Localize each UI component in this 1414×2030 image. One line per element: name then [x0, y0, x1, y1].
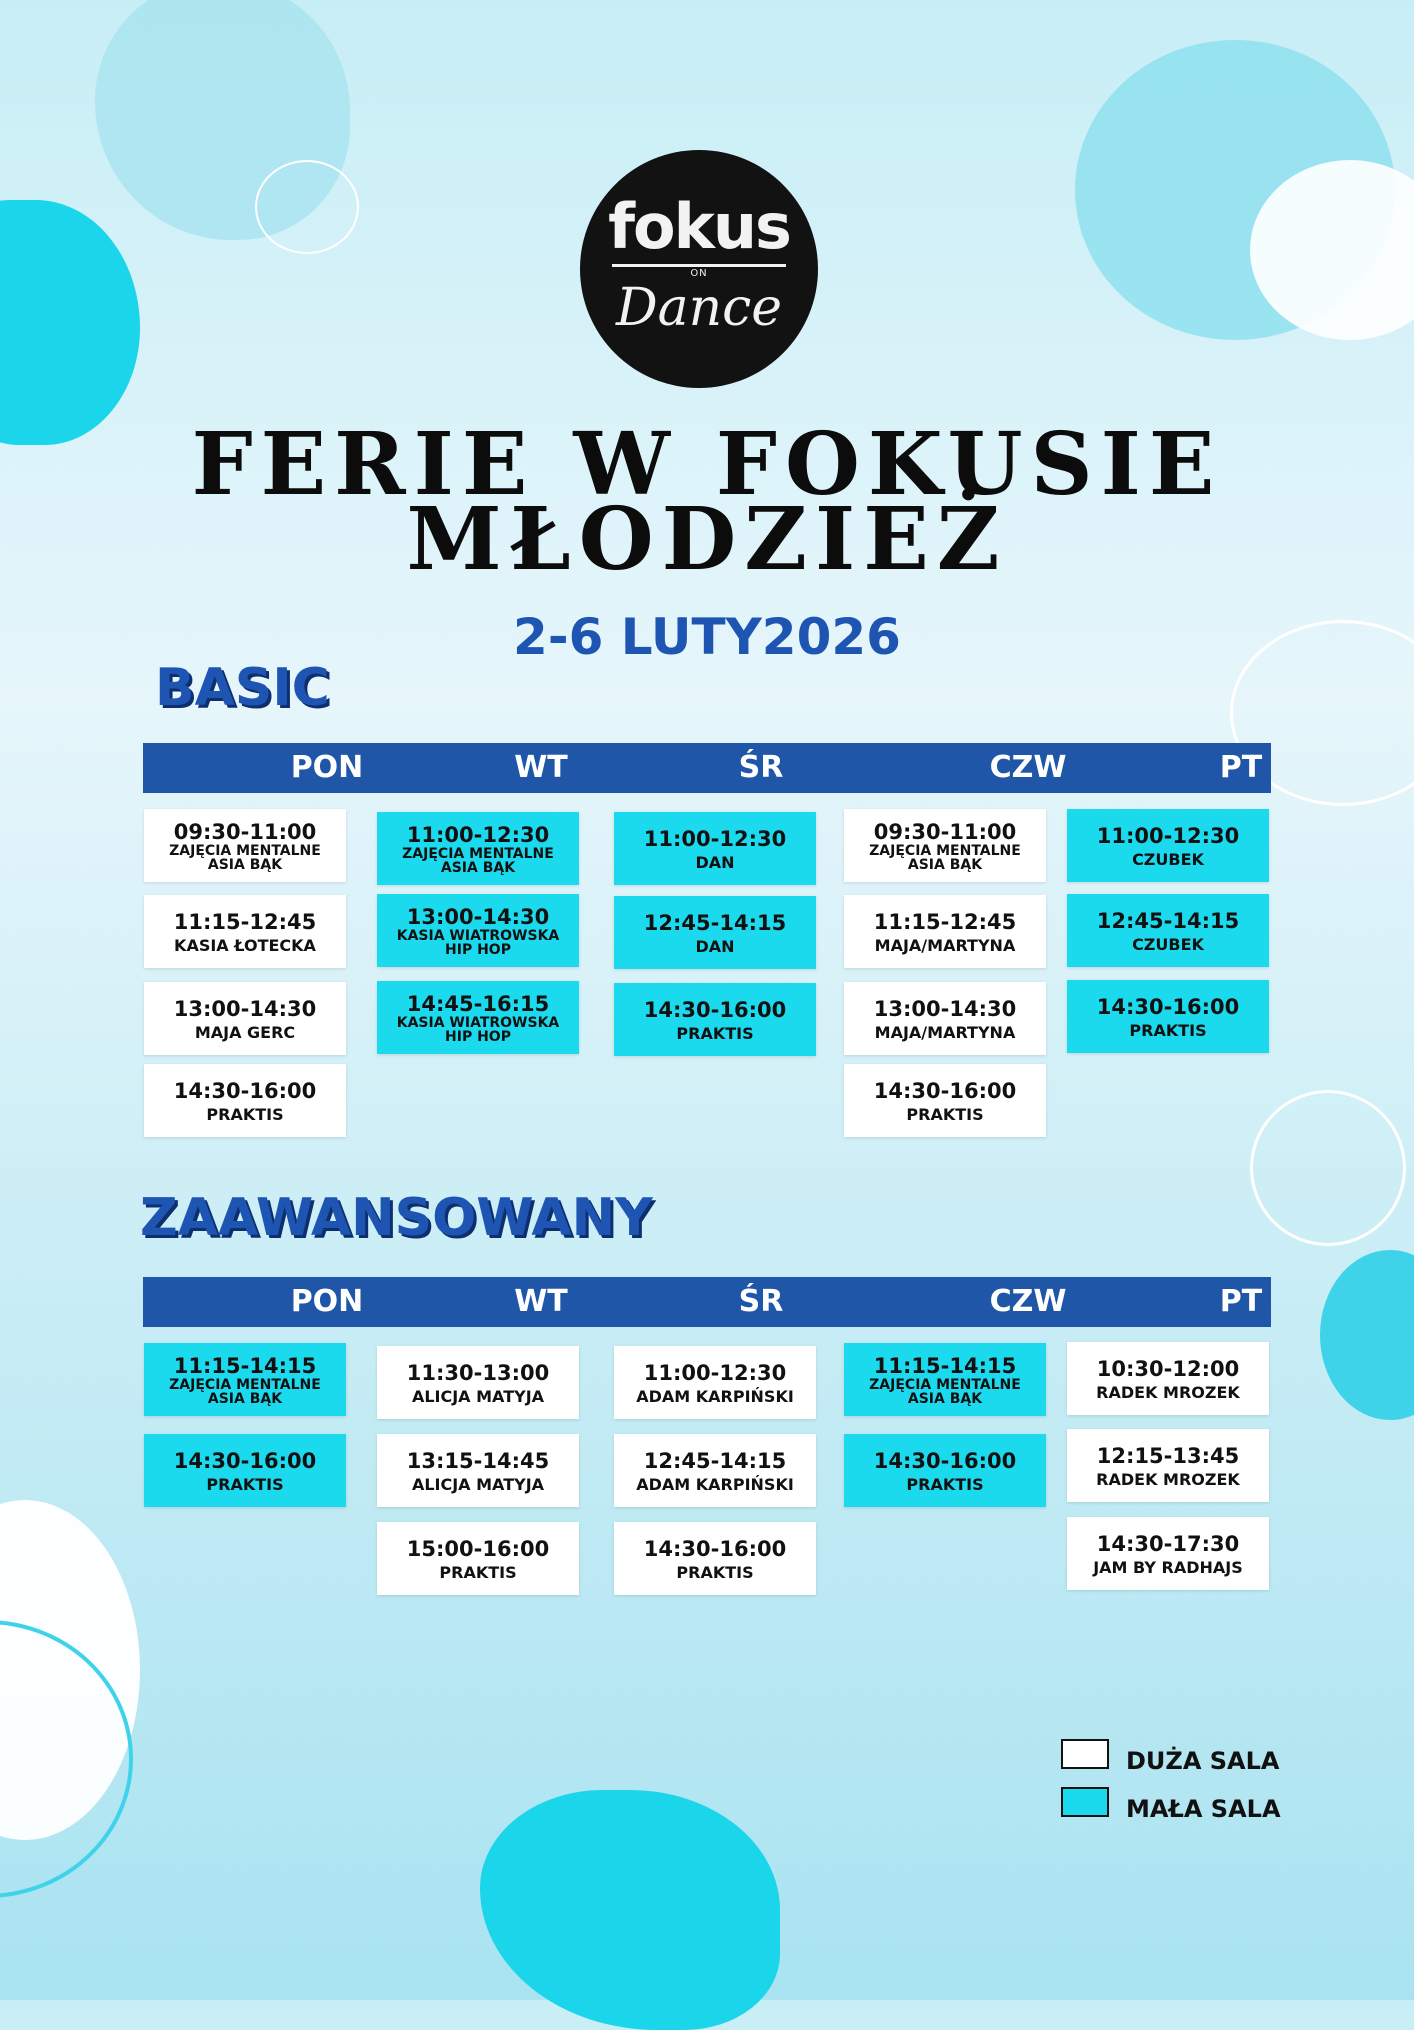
slot-description: ZAJĘCIA MENTALNE: [869, 842, 1021, 859]
slot-time: 15:00-16:00: [406, 1536, 550, 1561]
decor-blob: [1320, 1250, 1414, 1420]
class-slot: [144, 1064, 346, 1137]
slot-time: 14:30-17:30: [1096, 1531, 1240, 1556]
class-slot: [614, 896, 816, 969]
legend-swatch-big: [1061, 1739, 1109, 1769]
day-label: PON: [290, 750, 364, 785]
class-slot: [614, 983, 816, 1056]
slot-time: 14:30-16:00: [643, 997, 787, 1022]
slot-time: 10:30-12:00: [1096, 1356, 1240, 1381]
slot-description: MAJA/MARTYNA: [874, 1022, 1016, 1042]
slot-description: HIP HOP: [445, 941, 511, 958]
class-slot: [1067, 1342, 1269, 1415]
slot-description: PRAKTIS: [906, 1104, 984, 1124]
schedule-header-advanced: [143, 1277, 1271, 1327]
slot-description: KASIA WIATROWSKA: [396, 927, 560, 944]
day-label: WT: [514, 1284, 568, 1319]
slot-description: RADEK MROZEK: [1096, 1469, 1240, 1489]
slot-description: ZAJĘCIA MENTALNE: [169, 842, 321, 859]
slot-description: ZAJĘCIA MENTALNE: [869, 1376, 1021, 1393]
slot-time: 12:15-13:45: [1096, 1443, 1240, 1468]
slot-time: 14:30-16:00: [1096, 994, 1240, 1019]
legend-swatch-small: [1061, 1787, 1109, 1817]
page-title-line2: MŁODZIEŻ: [406, 489, 1008, 590]
fokus-dance-logo: [580, 150, 818, 388]
class-slot: [144, 895, 346, 968]
section-title-advanced: ZAAWANSOWANY: [140, 1188, 653, 1248]
slot-time: 12:45-14:15: [643, 910, 787, 935]
decor-blob: [0, 200, 140, 445]
slot-description: ALICJA MATYJA: [411, 1474, 545, 1494]
class-slot: [1067, 980, 1269, 1053]
logo-dance: Dance: [615, 278, 783, 338]
slot-time: 11:00-12:30: [643, 1360, 787, 1385]
legend-label-small: MAŁA SALA: [1126, 1795, 1281, 1823]
class-slot: [377, 1522, 579, 1595]
slot-time: 11:15-12:45: [873, 909, 1017, 934]
slot-time: 11:15-14:15: [173, 1353, 317, 1378]
class-slot: [144, 982, 346, 1055]
day-label: PON: [290, 1284, 364, 1319]
slot-description: MAJA GERC: [194, 1022, 296, 1042]
day-label: ŚR: [738, 750, 784, 785]
slot-time: 09:30-11:00: [873, 819, 1017, 844]
day-label: CZW: [989, 1284, 1067, 1319]
class-slot: [1067, 894, 1269, 967]
schedule-header-basic: [143, 743, 1271, 793]
class-slot: [844, 1064, 1046, 1137]
decor-blob: [480, 1790, 780, 2030]
class-slot: [844, 809, 1046, 882]
slot-description: ASIA BĄK: [907, 1390, 983, 1407]
decor-ring: [255, 160, 359, 254]
day-label: CZW: [989, 750, 1067, 785]
slot-description: PRAKTIS: [676, 1562, 754, 1582]
slot-description: ADAM KARPIŃSKI: [636, 1474, 794, 1494]
slot-description: PRAKTIS: [676, 1023, 754, 1043]
event-dates: 2-6 LUTY2026: [513, 608, 901, 666]
day-label: WT: [514, 750, 568, 785]
slot-time: 13:15-14:45: [406, 1448, 550, 1473]
class-slot: [144, 809, 346, 882]
class-slot: [377, 1346, 579, 1419]
slot-time: 13:00-14:30: [873, 996, 1017, 1021]
class-slot: [614, 812, 816, 885]
slot-description: PRAKTIS: [439, 1562, 517, 1582]
slot-time: 14:30-16:00: [873, 1448, 1017, 1473]
slot-time: 14:30-16:00: [873, 1078, 1017, 1103]
day-label: ŚR: [738, 1284, 784, 1319]
slot-description: RADEK MROZEK: [1096, 1382, 1240, 1402]
class-slot: [1067, 1429, 1269, 1502]
slot-time: 13:00-14:30: [406, 904, 550, 929]
slot-time: 13:00-14:30: [173, 996, 317, 1021]
class-slot: [1067, 1517, 1269, 1590]
class-slot: [844, 895, 1046, 968]
slot-time: 11:00-12:30: [1096, 823, 1240, 848]
class-slot: [844, 982, 1046, 1055]
slot-description: PRAKTIS: [206, 1474, 284, 1494]
class-slot: [144, 1343, 346, 1416]
decor-ring: [1250, 1090, 1406, 1246]
class-slot: [144, 1434, 346, 1507]
slot-description: PRAKTIS: [206, 1104, 284, 1124]
slot-description: ASIA BĄK: [207, 856, 283, 873]
slot-description: HIP HOP: [445, 1028, 511, 1045]
legend-label-big: DUŻA SALA: [1126, 1747, 1280, 1775]
slot-description: ASIA BĄK: [207, 1390, 283, 1407]
slot-description: ASIA BĄK: [907, 856, 983, 873]
logo-bar: [612, 264, 786, 267]
logo-brand: fokus: [608, 190, 790, 263]
slot-time: 14:30-16:00: [173, 1078, 317, 1103]
class-slot: [377, 812, 579, 885]
slot-description: CZUBEK: [1132, 934, 1204, 954]
class-slot: [844, 1434, 1046, 1507]
slot-time: 14:45-16:15: [406, 991, 550, 1016]
slot-time: 11:15-12:45: [173, 909, 317, 934]
class-slot: [377, 1434, 579, 1507]
slot-time: 09:30-11:00: [173, 819, 317, 844]
slot-description: ADAM KARPIŃSKI: [636, 1386, 794, 1406]
class-slot: [614, 1434, 816, 1507]
slot-time: 14:30-16:00: [173, 1448, 317, 1473]
slot-description: DAN: [695, 852, 735, 872]
slot-description: KASIA WIATROWSKA: [396, 1014, 560, 1031]
slot-time: 14:30-16:00: [643, 1536, 787, 1561]
slot-description: ASIA BĄK: [440, 859, 516, 876]
slot-description: ZAJĘCIA MENTALNE: [169, 1376, 321, 1393]
slot-description: JAM BY RADHAJS: [1093, 1557, 1243, 1577]
logo-on: ON: [690, 268, 708, 279]
slot-time: 11:00-12:30: [643, 826, 787, 851]
class-slot: [377, 894, 579, 967]
section-title-basic: BASIC: [155, 658, 330, 718]
slot-description: MAJA/MARTYNA: [874, 935, 1016, 955]
slot-time: 12:45-14:15: [1096, 908, 1240, 933]
slot-description: PRAKTIS: [906, 1474, 984, 1494]
class-slot: [614, 1522, 816, 1595]
class-slot: [614, 1346, 816, 1419]
class-slot: [844, 1343, 1046, 1416]
page-title-line1: FERIE W FOKUSIE: [191, 414, 1223, 515]
day-label: PT: [1219, 1284, 1263, 1319]
class-slot: [377, 981, 579, 1054]
class-slot: [1067, 809, 1269, 882]
slot-description: ZAJĘCIA MENTALNE: [402, 845, 554, 862]
slot-time: 11:30-13:00: [406, 1360, 550, 1385]
slot-description: DAN: [695, 936, 735, 956]
slot-description: PRAKTIS: [1129, 1020, 1207, 1040]
slot-description: KASIA ŁOTECKA: [174, 935, 316, 955]
slot-description: CZUBEK: [1132, 849, 1204, 869]
slot-time: 11:15-14:15: [873, 1353, 1017, 1378]
slot-description: ALICJA MATYJA: [411, 1386, 545, 1406]
slot-time: 11:00-12:30: [406, 822, 550, 847]
slot-time: 12:45-14:15: [643, 1448, 787, 1473]
day-label: PT: [1219, 750, 1263, 785]
